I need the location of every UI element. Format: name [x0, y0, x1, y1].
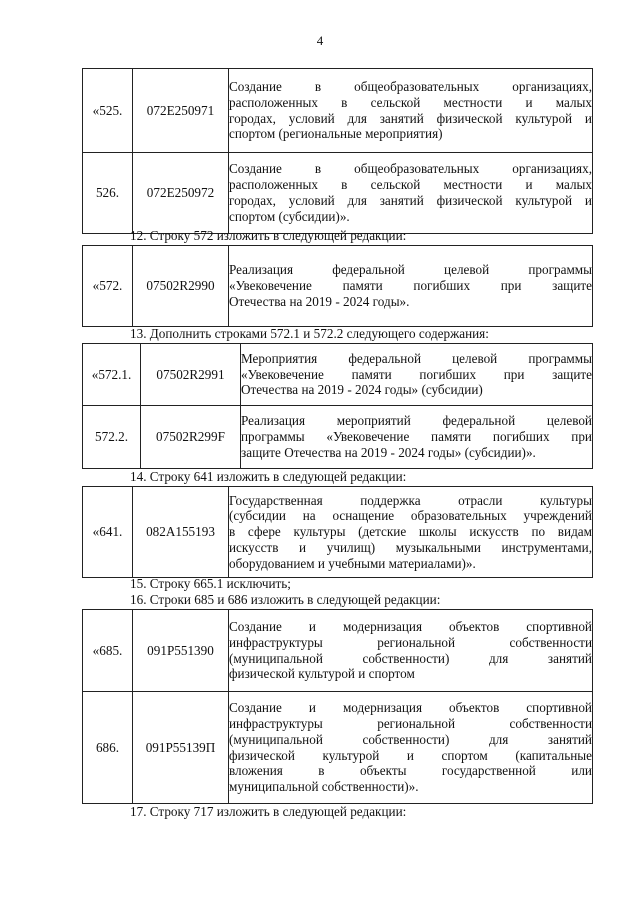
- budget-code: 07502R299F: [141, 406, 241, 469]
- row-number: 526.: [83, 153, 133, 234]
- page-number: 4: [316, 33, 324, 48]
- description-line: Создание и модернизация объектов спортивной: [229, 618, 592, 634]
- description-line: физической культурой и спортом (капитальные: [229, 747, 592, 763]
- description-cell: [241, 344, 593, 406]
- instruction-12: 12. Строку 572 изложить в следующей редакции:: [130, 228, 407, 243]
- description-line: (субсидии на оснащение образовательных учреждений: [229, 508, 592, 524]
- description-line: (муниципальной собственности) для занятий: [229, 650, 592, 666]
- description-cell: [229, 692, 593, 804]
- description-cell: [229, 610, 593, 692]
- budget-code: 07502R2990: [133, 246, 229, 327]
- description-line: спортом (субсидии)».: [229, 208, 350, 224]
- description-line: «Увековечение памяти погибших при защите: [229, 278, 592, 294]
- budget-code: 091P551390: [133, 610, 229, 692]
- description-cell: [229, 153, 593, 234]
- table-row: [83, 692, 593, 804]
- table-row: [83, 487, 593, 578]
- description-line: Отечества на 2019 - 2024 годы» (субсидии): [241, 382, 483, 398]
- budget-code: 072E250971: [133, 69, 229, 153]
- budget-code: 07502R2991: [141, 344, 241, 406]
- description-line: физической культурой и спортом: [229, 666, 415, 682]
- table-row-572: [82, 245, 592, 327]
- description-line: городах, условий для занятий физической культурой и: [229, 193, 592, 208]
- description-line: расположенных в сельской местности и малых: [229, 94, 592, 110]
- instruction-13: 13. Дополнить строками 572.1 и 572.2 следующего содержания:: [130, 326, 489, 341]
- description-line: программы «Увековечение памяти погибших при: [241, 429, 592, 445]
- description-line: в сфере культуры (детские школы искусств по видам: [229, 524, 592, 540]
- instruction-14: 14. Строку 641 изложить в следующей редакции:: [130, 469, 407, 484]
- description-line: (муниципальной собственности) для занятий: [229, 731, 592, 747]
- description-line: Создание и модернизация объектов спортивной: [229, 700, 592, 716]
- row-number: «572.: [83, 246, 133, 327]
- row-number: 572.2.: [83, 406, 141, 469]
- description-line: защите Отечества на 2019 - 2024 годы» (субсидии)».: [241, 444, 536, 460]
- description-line: Государственная поддержка отрасли культуры: [229, 492, 592, 508]
- table-row: [83, 69, 593, 153]
- instruction-15: 15. Строку 665.1 исключить;: [130, 576, 291, 591]
- description-cell: [229, 69, 593, 153]
- description-line: Реализация мероприятий федеральной целевой: [241, 413, 592, 429]
- instruction-16: 16. Строки 685 и 686 изложить в следующей редакции:: [130, 592, 441, 607]
- description-line: муниципальной собственности)».: [229, 779, 419, 795]
- table-row: [83, 344, 593, 406]
- budget-table: [82, 68, 593, 234]
- table-row: [83, 246, 593, 327]
- row-number: 686.: [83, 692, 133, 804]
- description-cell: [229, 487, 593, 578]
- description-line: спортом (региональные мероприятия): [229, 126, 443, 142]
- description-cell: [229, 246, 593, 327]
- row-number: «641.: [83, 487, 133, 578]
- description-line: Реализация федеральной целевой программы: [229, 262, 592, 278]
- description-line: «Увековечение памяти погибших при защите: [241, 366, 592, 382]
- description-line: искусств и училищ) музыкальными инструментами,: [229, 539, 592, 555]
- description-line: расположенных в сельской местности и малых: [229, 177, 592, 193]
- description-line: Создание в общеобразовательных организациях,: [229, 78, 592, 94]
- instruction-17: 17. Строку 717 изложить в следующей редакции:: [130, 804, 407, 819]
- budget-table: [82, 245, 593, 327]
- description-line: Мероприятия федеральной целевой программы: [241, 350, 592, 366]
- table-rows-572-1-572-2: [82, 343, 592, 469]
- table-row: [83, 153, 593, 234]
- budget-code: 072E250972: [133, 153, 229, 234]
- table-rows-685-686: [82, 609, 592, 804]
- row-number: «525.: [83, 69, 133, 153]
- table-row: [83, 610, 593, 692]
- description-line: инфраструктуры региональной собственности: [229, 634, 592, 650]
- description-line: городах, условий для занятий физической культурой и: [229, 110, 592, 126]
- description-line: Отечества на 2019 - 2024 годы».: [229, 293, 410, 309]
- description-line: инфраструктуры региональной собственности: [229, 715, 592, 731]
- budget-table: [82, 343, 593, 469]
- description-line: Создание в общеобразовательных организациях,: [229, 161, 592, 177]
- row-number: «685.: [83, 610, 133, 692]
- budget-code: 082A155193: [133, 487, 229, 578]
- row-number: «572.1.: [83, 344, 141, 406]
- description-line: вложения в объекты государственной или: [229, 763, 592, 779]
- budget-table: [82, 609, 593, 804]
- description-cell: [241, 406, 593, 469]
- table-rows-525-526: [82, 68, 592, 234]
- budget-table: [82, 486, 593, 578]
- description-line: оборудованием и учебными материалами)».: [229, 555, 476, 571]
- table-row: [83, 406, 593, 469]
- budget-code: 091P55139П: [133, 692, 229, 804]
- table-row-641: [82, 486, 592, 578]
